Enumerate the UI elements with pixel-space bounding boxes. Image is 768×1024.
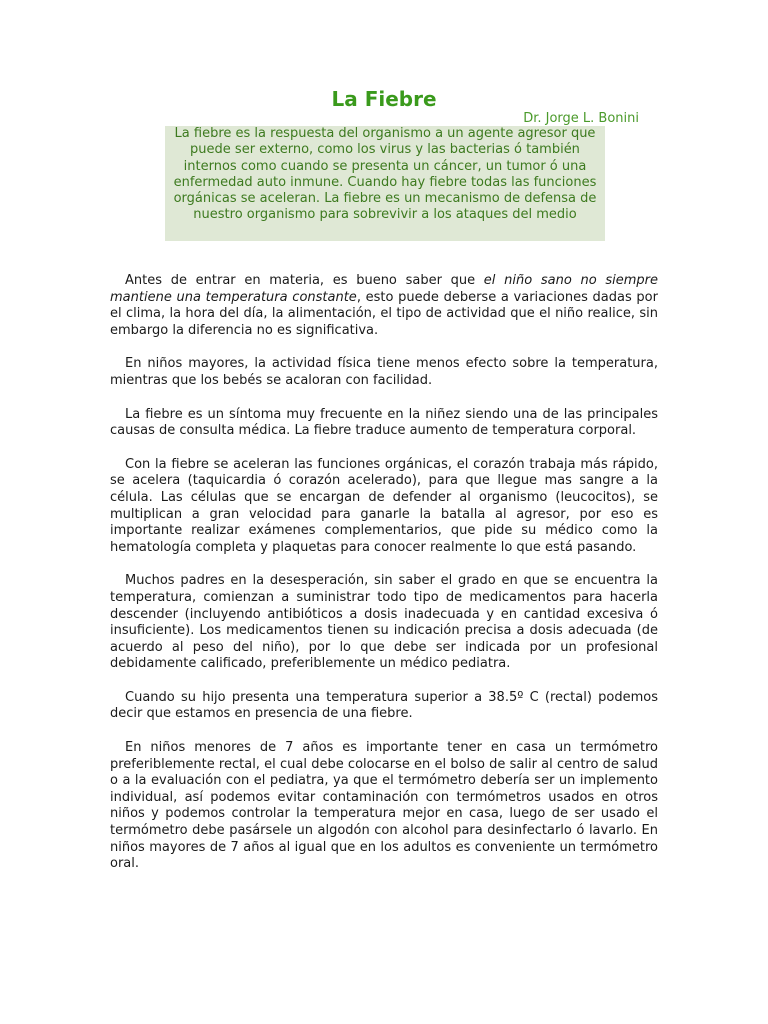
paragraph-1 xyxy=(110,273,658,339)
paragraph-3: La fiebre es un síntoma muy frecuente en la niñez siendo una de las principales causas de consulta médica. La fiebre traduce aumento de temperatura corporal. xyxy=(110,406,658,439)
paragraph-1-post: , esto puede deberse a variaciones dadas por el clima, la hora del día, la alimentación, el tipo de actividad que el niño realice, sin embargo la diferencia no es significativa. xyxy=(110,289,658,338)
abstract-box: La fiebre es la respuesta del organismo a un agente agresor que puede ser externo, como los virus y las bacterias ó también internos como cuando se presenta un cáncer, un tumor ó una enfermedad auto inmune. Cuando hay fiebre todas las funciones orgánicas se aceleran. La fiebre es un mecanismo de defensa de nuestro organismo para sobrevivir a los ataques del medio xyxy=(165,126,605,241)
author-byline: Dr. Jorge L. Bonini xyxy=(523,111,639,126)
article-body xyxy=(110,273,658,890)
paragraph-4: Con la fiebre se aceleran las funciones orgánicas, el corazón trabaja más rápido, se acelera (taquicardia ó corazón acelerado), para que llegue mas sangre a la célula. Las células que se encargan de defender al organismo (leucocitos), se multiplican a gran velocidad para ganarle la batalla al agresor, por eso es importante realizar exámenes complementarios, que pide su médico como la hematología completa y plaquetas para conocer realmente lo que está pasando. xyxy=(110,456,658,555)
paragraph-2: En niños mayores, la actividad física tiene menos efecto sobre la temperatura, mientras que los bebés se acaloran con facilidad. xyxy=(110,356,658,388)
paragraph-1-pre: Antes de entrar en materia, es bueno saber que xyxy=(125,273,484,288)
paragraph-1-emphasis: el niño sano no siempre mantiene una temperatura constante xyxy=(110,273,658,305)
paragraph-5: Muchos padres en la desesperación, sin saber el grado en que se encuentra la temperatura, comienzan a suministrar todo tipo de medicamentos para hacerla descender (incluyendo antibióticos a dosis inadecuada y en cantidad excesiva ó insuficiente). Los medicamentos tienen su indicación precisa a dosis adecuada (de acuerdo al peso del niño), por lo que debe ser indicada por un profesional debidamente calificado, preferiblemente un médico pediatra. xyxy=(110,573,658,672)
paragraph-7: En niños menores de 7 años es importante tener en casa un termómetro preferiblemente rectal, el cual debe colocarse en el bolso de salir al centro de salud o a la evaluación con el pediatra, ya que el termómetro debería ser un implemento individual, así podemos evitar contaminación con termómetros usados en otros niños y podemos controlar la temperatura mejor en casa, luego de ser usado el termómetro debe pasársele un algodón con alcohol para desinfectarlo ó lavarlo. En niños mayores de 7 años al igual que en los adultos es conveniente un termómetro oral. xyxy=(110,740,658,872)
document-title: La Fiebre xyxy=(331,87,437,111)
paragraph-6: Cuando su hijo presenta una temperatura superior a 38.5º C (rectal) podemos decir que estamos en presencia de una fiebre. xyxy=(110,689,658,722)
